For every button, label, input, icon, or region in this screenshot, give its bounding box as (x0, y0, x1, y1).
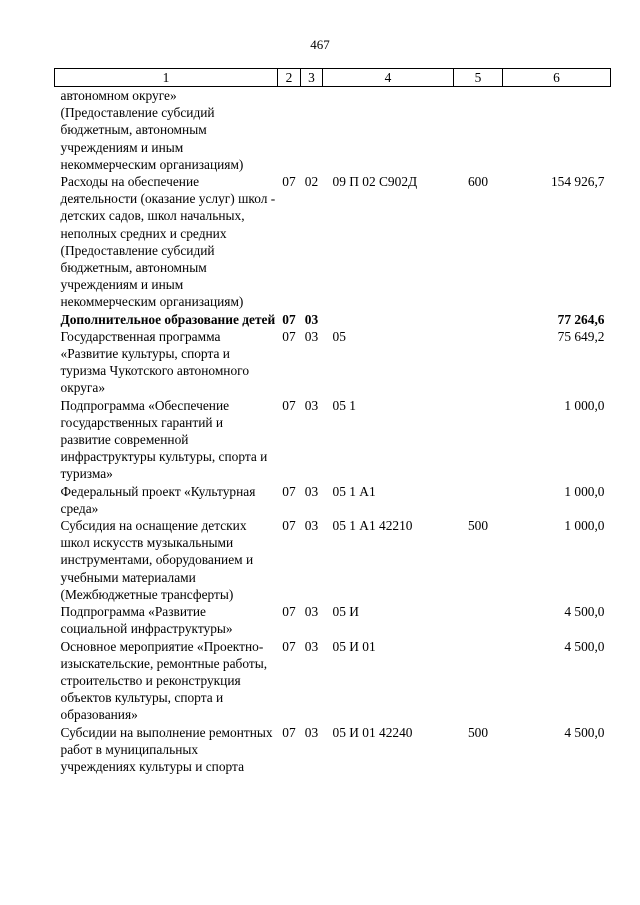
row-name: Государственная программа «Развитие культуры, спорта и туризма Чукотского автономного округа» (60, 328, 250, 396)
row-subsection: 03 (304, 328, 319, 344)
row-section: 07 (282, 397, 296, 413)
row-subsection (301, 87, 323, 174)
table-row (55, 603, 611, 637)
row-expense-type (454, 87, 503, 174)
table-row (55, 397, 611, 483)
row-amount (503, 87, 611, 174)
row-subsection: 02 (304, 174, 319, 190)
row-name: Подпрограмма «Развитие социальной инфраструктуры» (60, 604, 233, 637)
header-col-3: 3 (301, 69, 323, 87)
row-target-code (323, 311, 454, 328)
table-row (55, 311, 611, 328)
budget-table (54, 68, 611, 775)
row-expense-type (454, 397, 503, 483)
row-target-code: 05 1 А1 42210 (332, 518, 413, 534)
row-expense-type (454, 483, 503, 517)
row-name: Субсидия на оснащение детских школ искусств музыкальными инструментами, оборудованием и учебными материалами (Межбюджетные трансферты) (60, 518, 254, 602)
row-expense-type: 500 (467, 724, 489, 740)
row-section: 07 (282, 638, 296, 654)
header-col-6: 6 (503, 69, 611, 87)
page-number: 467 (310, 37, 330, 52)
row-section: 07 (282, 518, 296, 534)
header-col-5: 5 (454, 69, 503, 87)
header-row (55, 69, 611, 87)
row-amount: 4 500,0 (564, 604, 605, 620)
row-subsection: 03 (304, 311, 319, 327)
row-name: Расходы на обеспечение деятельности (оказание услуг) школ - детских садов, школ начальных, неполных средних и средних (Предоставление субсидий бюджетным, автономным учреждениям и иным некоммерческим организациям) (60, 174, 276, 310)
row-section: 07 (282, 724, 296, 740)
header-col-2: 2 (278, 69, 301, 87)
row-target-code: 05 1 (332, 397, 356, 413)
row-target-code: 05 И 01 (332, 638, 376, 654)
row-expense-type: 600 (467, 174, 489, 190)
row-expense-type (454, 638, 503, 724)
row-target-code: 05 И (332, 604, 359, 620)
row-name: Федеральный проект «Культурная среда» (60, 483, 256, 516)
row-target-code: 05 1 А1 (332, 483, 376, 499)
row-section: 07 (282, 328, 296, 344)
row-subsection: 03 (304, 604, 319, 620)
header-col-1: 1 (55, 69, 278, 87)
row-section (278, 87, 301, 174)
row-name: Основное мероприятие «Проектно-изыскательские, ремонтные работы, строительство и реконструкция объектов культуры, спорта и образования» (60, 638, 268, 723)
row-name: Дополнительное образование детей (60, 311, 276, 327)
row-amount: 4 500,0 (564, 724, 605, 740)
row-section: 07 (282, 604, 296, 620)
row-subsection: 03 (304, 724, 319, 740)
row-subsection: 03 (304, 397, 319, 413)
table-body (55, 87, 611, 776)
row-amount: 77 264,6 (557, 311, 605, 327)
row-subsection: 03 (304, 483, 319, 499)
row-target-code: 05 (332, 328, 346, 344)
table-row (55, 87, 611, 174)
table-row (55, 517, 611, 603)
table-row (55, 173, 611, 311)
row-expense-type (454, 311, 503, 328)
row-name: Подпрограмма «Обеспечение государственных гарантий и развитие современной инфраструктуры культуры, спорта и туризма» (60, 397, 268, 482)
row-amount: 1 000,0 (564, 518, 605, 534)
table-row (55, 483, 611, 517)
row-target-code: 09 П 02 С902Д (332, 174, 418, 190)
row-section: 07 (282, 311, 296, 327)
row-expense-type (454, 328, 503, 397)
row-name: автономном округе» (Предоставление субсидий бюджетным, автономным учреждениям и иным некоммерческим организациям) (60, 88, 244, 172)
row-target-code (323, 87, 454, 174)
row-amount: 1 000,0 (564, 397, 605, 413)
row-amount: 1 000,0 (564, 483, 605, 499)
row-amount: 154 926,7 (550, 174, 605, 190)
row-subsection: 03 (304, 638, 319, 654)
table-row (55, 328, 611, 397)
header-col-4: 4 (323, 69, 454, 87)
row-name: Субсидии на выполнение ремонтных работ в муниципальных учреждениях культуры и спорта (60, 724, 273, 774)
row-amount: 75 649,2 (557, 328, 605, 344)
table-header (55, 69, 611, 87)
row-expense-type: 500 (467, 518, 489, 534)
row-amount: 4 500,0 (564, 638, 605, 654)
table-row (55, 724, 611, 776)
table-row (55, 638, 611, 724)
row-section: 07 (282, 483, 296, 499)
row-subsection: 03 (304, 518, 319, 534)
row-target-code: 05 И 01 42240 (332, 724, 413, 740)
row-expense-type (454, 603, 503, 637)
row-section: 07 (282, 174, 296, 190)
